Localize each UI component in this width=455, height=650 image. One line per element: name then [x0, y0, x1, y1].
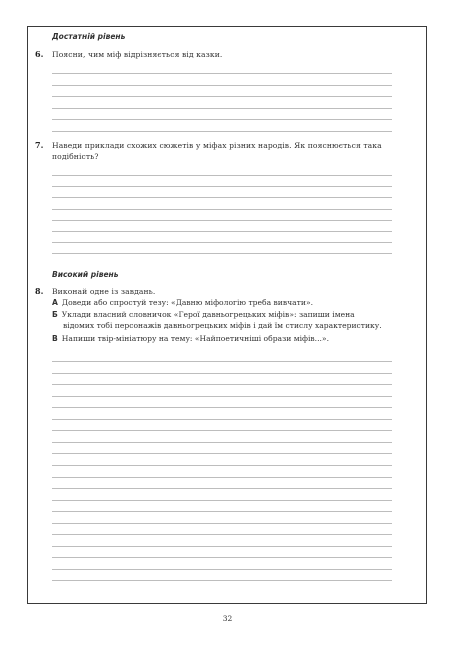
answer-line [52, 131, 392, 132]
option-a [52, 297, 397, 308]
answer-line [52, 569, 392, 570]
answer-line [52, 384, 392, 385]
answer-line [52, 453, 392, 454]
answer-line [52, 477, 392, 478]
answer-line [52, 220, 392, 221]
answer-line [52, 488, 392, 489]
option-c-letter: В [52, 334, 58, 343]
level-sufficient-heading: Достатній рівень [52, 32, 126, 41]
answer-line [52, 85, 392, 86]
answer-line [52, 361, 392, 362]
answer-line [52, 430, 392, 431]
option-b-continuation: відомих тобі персонажів давньогрецьких міфів і дай їм стислу характеристику. [63, 321, 382, 330]
answer-line [52, 186, 392, 187]
question-8-text: Виконай одне із завдань. [52, 287, 156, 296]
answer-line [52, 231, 392, 232]
option-c-text: Напиши твір-мініатюру на тему: «Найпоетичніші образи міфів...». [61, 334, 329, 343]
answer-line [52, 523, 392, 524]
answer-line [52, 511, 392, 512]
answer-line [52, 580, 392, 581]
option-c [52, 333, 397, 344]
answer-line [52, 557, 392, 558]
question-6-text: Поясни, чим міф відрізняється від казки. [52, 50, 223, 59]
answer-line [52, 407, 392, 408]
question-8-number: 8. [35, 286, 44, 296]
answer-line [52, 253, 392, 254]
answer-line [52, 373, 392, 374]
option-a-letter: А [52, 298, 58, 307]
option-a-text: Доведи або спростуй тезу: «Давню міфологію треба вивчати». [61, 298, 313, 307]
answer-line [52, 242, 392, 243]
option-b-text: Уклади власний словничок «Герої давньогрецьких міфів»: запиши імена [61, 310, 355, 319]
page-number: 32 [222, 614, 233, 623]
answer-line [52, 197, 392, 198]
answer-line [52, 465, 392, 466]
answer-line [52, 209, 392, 210]
answer-line [52, 175, 392, 176]
option-b-letter: Б [52, 310, 58, 319]
answer-line [52, 500, 392, 501]
answer-line [52, 442, 392, 443]
answer-line [52, 534, 392, 535]
answer-line [52, 119, 392, 120]
answer-line [52, 96, 392, 97]
answer-line [52, 108, 392, 109]
answer-line [52, 419, 392, 420]
question-7-text: Наведи приклади схожих сюжетів у міфах різних народів. Як пояснюється така подібність? [52, 141, 382, 161]
answer-line [52, 396, 392, 397]
question-7-number: 7. [35, 140, 44, 150]
option-b [52, 309, 397, 331]
level-high-heading: Високий рівень [52, 270, 119, 279]
question-6-number: 6. [35, 49, 44, 59]
answer-line [52, 73, 392, 74]
answer-line [52, 546, 392, 547]
